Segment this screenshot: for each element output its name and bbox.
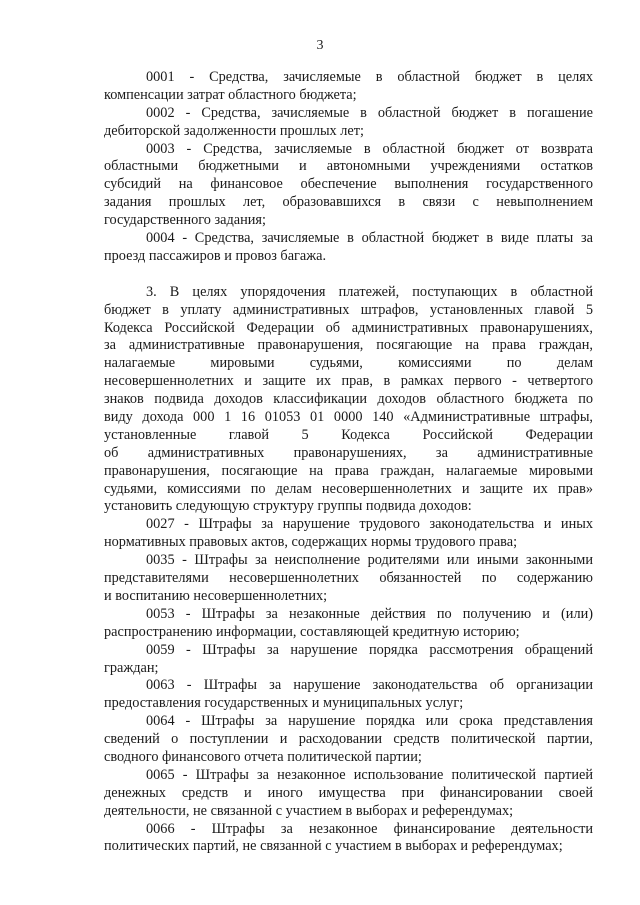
text-line: 0001 - Средства, зачисляемые в областной бюджет в целях [146,69,593,85]
text-line: Кодекса Российской Федерации об административных правонарушениях, [104,319,593,336]
text-line: налагаемые мировыми судьями, комиссиями по делам [104,355,593,372]
text-line: денежных средств и иного имущества при финансировании своей [104,784,593,801]
text-line: 0003 - Средства, зачисляемые в областной бюджет от возврата [146,140,593,157]
text-line: 0066 - Штрафы за незаконное финансирование деятельности [146,820,593,837]
text-line: задания прошлых лет, образовавшихся в связи с невыполнением [104,194,593,211]
text-line: граждан; [104,659,159,676]
text-line: за административные правонарушения, посягающие на права граждан, [104,337,593,354]
text-line: 0002 - Средства, зачисляемые в областной бюджет в погашение [146,104,593,121]
text-line: предоставления государственных и муниципальных услуг; [104,695,464,712]
text-line: и воспитанию несовершеннолетних; [104,587,328,604]
text-line: 0027 - Штрафы за нарушение трудового законодательства и иных [146,516,593,533]
text-line: компенсации затрат областного бюджета; [104,86,357,103]
text-line: политических партий, не связанной с участием в выборах и референдумах; [104,838,563,855]
text-line: знаков подвида доходов классификации доходов областного бюджета по [104,391,593,408]
text-line: представителями несовершеннолетних обязанностей по содержанию [104,570,593,587]
text-line: проезд пассажиров и провоз багажа. [104,247,327,264]
text-line: 3. В целях упорядочения платежей, поступающих в областной [146,283,593,300]
text-line: об административных правонарушениях, за административные [104,444,593,461]
text-line: сводного финансового отчета политической партии; [104,748,422,765]
document-body [104,69,593,856]
text-line: правонарушения, посягающие на права граждан, налагаемые мировыми [104,462,593,479]
text-line: виду дохода 000 1 16 01053 01 0000 140 «Административные штрафы, [104,409,593,426]
text-line: 0059 - Штрафы за нарушение порядка рассмотрения обращений [146,641,593,658]
page-number: 3 [316,38,324,53]
text-line: установленные главой 5 Кодекса Российской Федерации [104,426,593,443]
text-line: 0053 - Штрафы за незаконные действия по получению и (или) [146,605,593,622]
text-line: судьями, комиссиями по делам несовершеннолетних и защите их прав» [104,480,593,497]
text-line: 0004 - Средства, зачисляемые в областной бюджет в виде платы за [146,230,593,247]
text-line: субсидий на финансовое обеспечение выполнения государственного [104,176,593,193]
text-line: сведений о поступлении и расходовании средств политической партии, [104,731,593,748]
text-line: 0035 - Штрафы за неисполнение родителями или иными законными [146,552,593,569]
text-line: бюджет в уплату административных штрафов, установленных главой 5 [104,301,593,318]
text-line: дебиторской задолженности прошлых лет; [104,122,364,139]
text-line: нормативных правовых актов, содержащих нормы трудового права; [104,534,518,551]
text-line: деятельности, не связанной с участием в выборах и референдумах; [104,802,514,819]
text-line: государственного задания; [104,212,266,229]
text-line: установить следующую структуру группы подвида доходов: [104,498,472,515]
text-line: 0064 - Штрафы за нарушение порядка или срока представления [146,713,593,730]
text-line: несовершеннолетних и защите их прав, в рамках первого - четвертого [104,373,593,390]
text-line: распространению информации, составляющей кредитную историю; [104,623,520,640]
text-line: областными бюджетными и автономными учреждениями остатков [104,158,593,175]
text-line: 0065 - Штрафы за незаконное использование политической партией [146,766,593,783]
text-line: 0063 - Штрафы за нарушение законодательства об организации [146,677,593,694]
